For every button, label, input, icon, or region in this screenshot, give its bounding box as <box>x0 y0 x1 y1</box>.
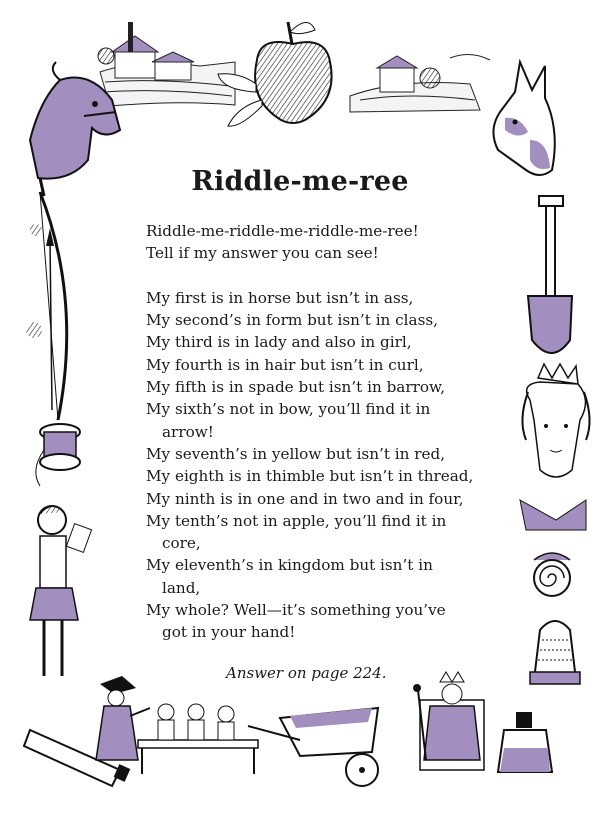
verse-line: land, <box>162 578 201 597</box>
verse-line: My eighth is in thimble but isn’t in thread, <box>146 467 474 486</box>
ink-bottle <box>498 712 552 772</box>
stanza-gap <box>146 265 476 287</box>
girl-figure <box>30 506 92 676</box>
verse-line: My ninth is in one and in two and in four, <box>146 489 464 508</box>
donkey-head <box>493 62 554 175</box>
wheelbarrow <box>248 708 378 786</box>
sweet-curl <box>534 553 570 596</box>
verse-block <box>146 287 476 644</box>
bow-and-arrow <box>26 192 67 420</box>
verse-line: My seventh’s in yellow but isn’t in red, <box>146 444 446 463</box>
thread-spool <box>36 424 80 486</box>
queen-bust <box>520 364 590 530</box>
verse-line: got in your hand! <box>162 623 296 642</box>
spade <box>528 196 572 353</box>
pupils-at-desk <box>138 704 258 774</box>
king-on-throne <box>413 672 484 770</box>
verse-line: core, <box>162 534 201 553</box>
verse-line: My fifth is in spade but isn’t in barrow, <box>146 378 446 397</box>
verse-line: My whole? Well—it’s something you’ve <box>146 601 446 620</box>
verse-line: My tenth’s not in apple, you’ll find it in <box>146 511 447 530</box>
verse-line: My eleventh’s in kingdom but isn’t in <box>146 556 433 575</box>
verse-line: My first is in horse but isn’t in ass, <box>146 288 414 307</box>
verse-line: My third is in lady and also in girl, <box>146 333 412 352</box>
farm-scene-right <box>350 54 490 112</box>
riddle-poem <box>146 220 476 644</box>
answer-note: Answer on page 224. <box>226 664 387 682</box>
intro-line: Riddle-me-riddle-me-riddle-me-ree! <box>146 222 419 240</box>
intro-line: Tell if my answer you can see! <box>146 244 379 263</box>
verse-line: My sixth’s not in bow, you’ll find it in <box>146 400 431 419</box>
page-title: Riddle-me-ree <box>191 166 409 197</box>
thimble <box>530 621 580 684</box>
farm-scene-left <box>98 22 235 106</box>
verse-line: My fourth is in hair but isn’t in curl, <box>146 355 424 374</box>
verse-line: My second’s in form but isn’t in class, <box>146 311 438 330</box>
verse-line: arrow! <box>162 422 214 441</box>
